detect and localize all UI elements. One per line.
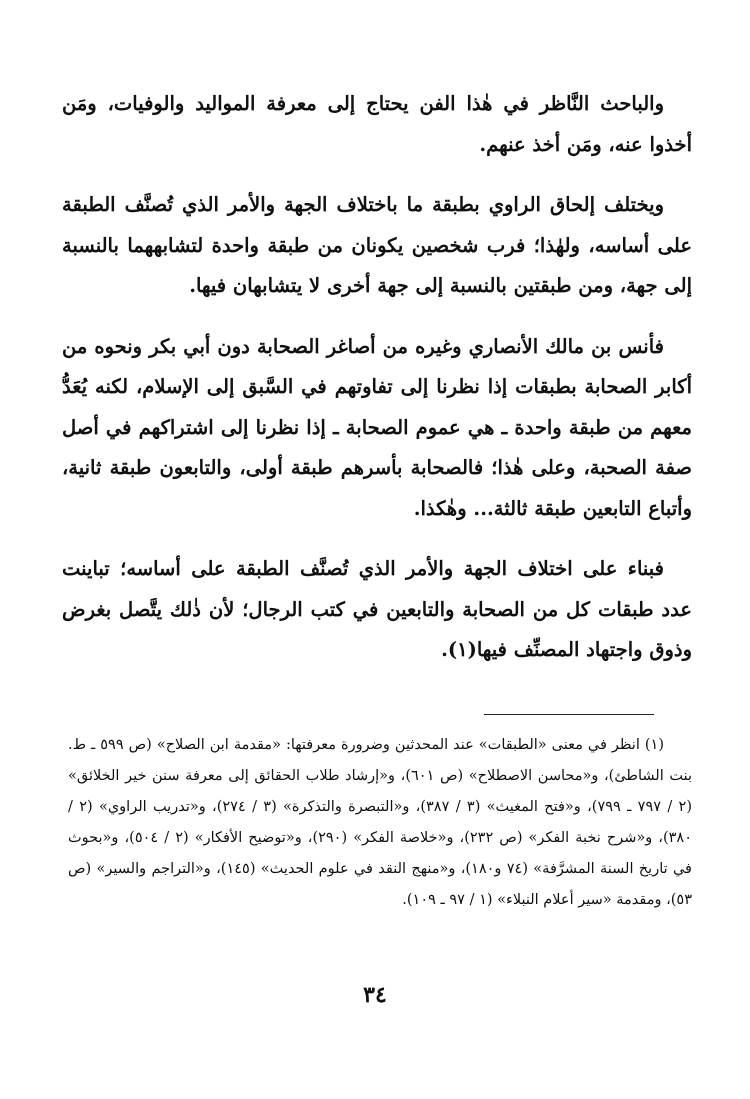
main-text [62,84,692,691]
footnote-1: (١) انظر في معنى «الطبقات» عند المحدثين وضرورة معرفتها: «مقدمة ابن الصلاح» (ص ٥٩٩ ـ ط. بنت الشاطئ)، و«محاسن الاصطلاح» (ص ٦٠١)، و«إرشاد طلاب الحقائق إلى معرفة سنن خير الخلائق» (٢ / ٧٩٧ ـ ٧٩٩)، و«فتح المغيث» (٣ / ٣٨٧)، و«التبصرة والتذكرة» (٣ / ٢٧٤)، و«تدريب الراوي» (٢ / ٣٨٠)، و«شرح نخبة الفكر» (ص ٢٣٢)، و«خلاصة الفكر» (٢٩٠)، و«توضيح الأفكار» (٢ / ٥٠٤)، و«بحوث في تاريخ السنة المشرَّفة» (٧٤ و١٨٠)، و«منهج النقد في علوم الحديث» (١٤٥)، و«التراجم والسير» (ص ٥٣)، ومقدمة «سير أعلام النبلاء» (١ / ٩٧ ـ ١٠٩). [68,737,693,908]
footnotes [68,730,692,916]
paragraph-2: ويختلف إلحاق الراوي بطبقة ما باختلاف الجهة والأمر الذي تُصنَّف الطبقة على أساسه، ولهٰذا؛ فرب شخصين يكونان من طبقة واحدة لتشابههما بالنسبة إلى جهة، ومن طبقتين بالنسبة إلى جهة أخرى لا يتشابهان فيها. [62,193,692,297]
paragraph-4: فبناء على اختلاف الجهة والأمر الذي تُصنَّف الطبقة على أساسه؛ تباينت عدد طبقات كل من الصحابة والتابعين في كتب الرجال؛ لأن ذٰلك يتَّصل بغرض وذوق واجتهاد المصنِّف فيها(١). [62,557,692,661]
paragraph-3: فأنس بن مالك الأنصاري وغيره من أصاغر الصحابة دون أبي بكر ونحوه من أكابر الصحابة بطبقات إذا نظرنا إلى تفاوتهم في السَّبق إلى الإسلام، لكنه يُعَدُّ معهم من طبقة واحدة ـ هي عموم الصحابة ـ إذا نظرنا إلى اشتراكهم في أصل صفة الصحبة، وعلى هٰذا؛ فالصحابة بأسرهم طبقة أولى، والتابعون طبقة ثانية، وأتباع التابعين طبقة ثالثة... وهٰكذا. [62,334,692,520]
paragraph-1: والباحث النَّاظر في هٰذا الفن يحتاج إلى معرفة المواليد والوفيات، ومَن أخذوا عنه، ومَن أخذ عنهم. [62,92,692,156]
page-number: ٣٤ [363,982,387,1008]
footnote-divider [484,714,654,715]
